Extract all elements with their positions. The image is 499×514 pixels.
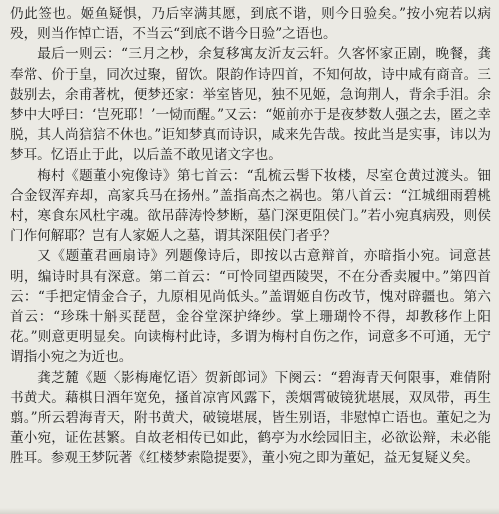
- page-edge-shadow: [0, 508, 499, 514]
- paragraph-4: 又《题董君画扇诗》列题像诗后，即按以古意辩首，亦暗指小宛。词意甚明，编诗时具有深意。第二首云：“可怜同望西陵哭，不在分香卖履中。”第四首云：“手把定情金合子，九原相见尚低头。”盖谓姬自伤改节，愧对辟疆也。第六首云：“珍珠十斛买琵琶，金谷堂深护绛纱。掌上珊瑚怜不得，却教移作上阳花。”则意更明显矣。向读梅村此诗，多谓为梅村自伤之作，词意多不可通，无宁谓指小宛之为近也。: [10, 248, 491, 366]
- paragraph-3: 梅村《题董小宛像诗》第七首云：“乱梳云髻下妆楼，尽室仓黄过渡头。钿合金钗浑弃却，高家兵马在扬州。”盖指高杰之祸也。第八首云：“江城细雨碧桃村，寒食东风杜宇魂。欲吊薛涛怜梦断，墓门深更阻侯门。”若小宛真病殁，则侯门作何解耶？岂有人家姬人之墓，谓其深阻侯门者乎？: [10, 167, 491, 245]
- paragraph-1: 仍此签也。姬鱼疑惧，乃后宰满其愿，到底不谐，则今日验矣。”按小宛若以病殁，则当作悼亡语，不当云“到底不谐今日验”之语也。: [10, 6, 491, 43]
- paragraph-5: 龚芝麓《题〈影梅庵忆语〉贺新郎词》下阕云：“碧海青天何限事，难倩附书黄犬。藉棋日酒年宽免，搔首凉宵风露下，羡烟霄破镜犹堪展，双凤带，再生翦。”所云碧海青天，附书黄犬，破镜堪展，皆生别语，非慰悼亡语也。董妃之为董小宛，证佐甚繁。自故老相传已如此，鹤亭为水绘园旧主，必欲讼辩，未必能胜耳。参观王梦阮著《红楼梦索隐提要》，董小宛之即为董妃，益无复疑义矣。: [10, 369, 491, 467]
- paragraph-2: 最后一则云：“三月之杪，余复移寓友沂友云轩。久客怀家正剧，晚餐，龚奉常、价于皇，同次过聚，留饮。限韵作诗四首，不知何故，诗中咸有商音。三鼓别去，余甫著枕，便梦还家：举室皆见，独不见姬，急询荆人，背余手泪。余梦中大呼曰：‘岂死耶！’一恸而醒。”又云：“姬前亦于是夜梦数人强之去，匿之幸脱，其人尚狺狺不休也。”讵知梦真而诗识，咸来先告哉。按此当是实事，讳以为梦耳。忆语止于此，以后盖不敢见诸文字也。: [10, 46, 491, 164]
